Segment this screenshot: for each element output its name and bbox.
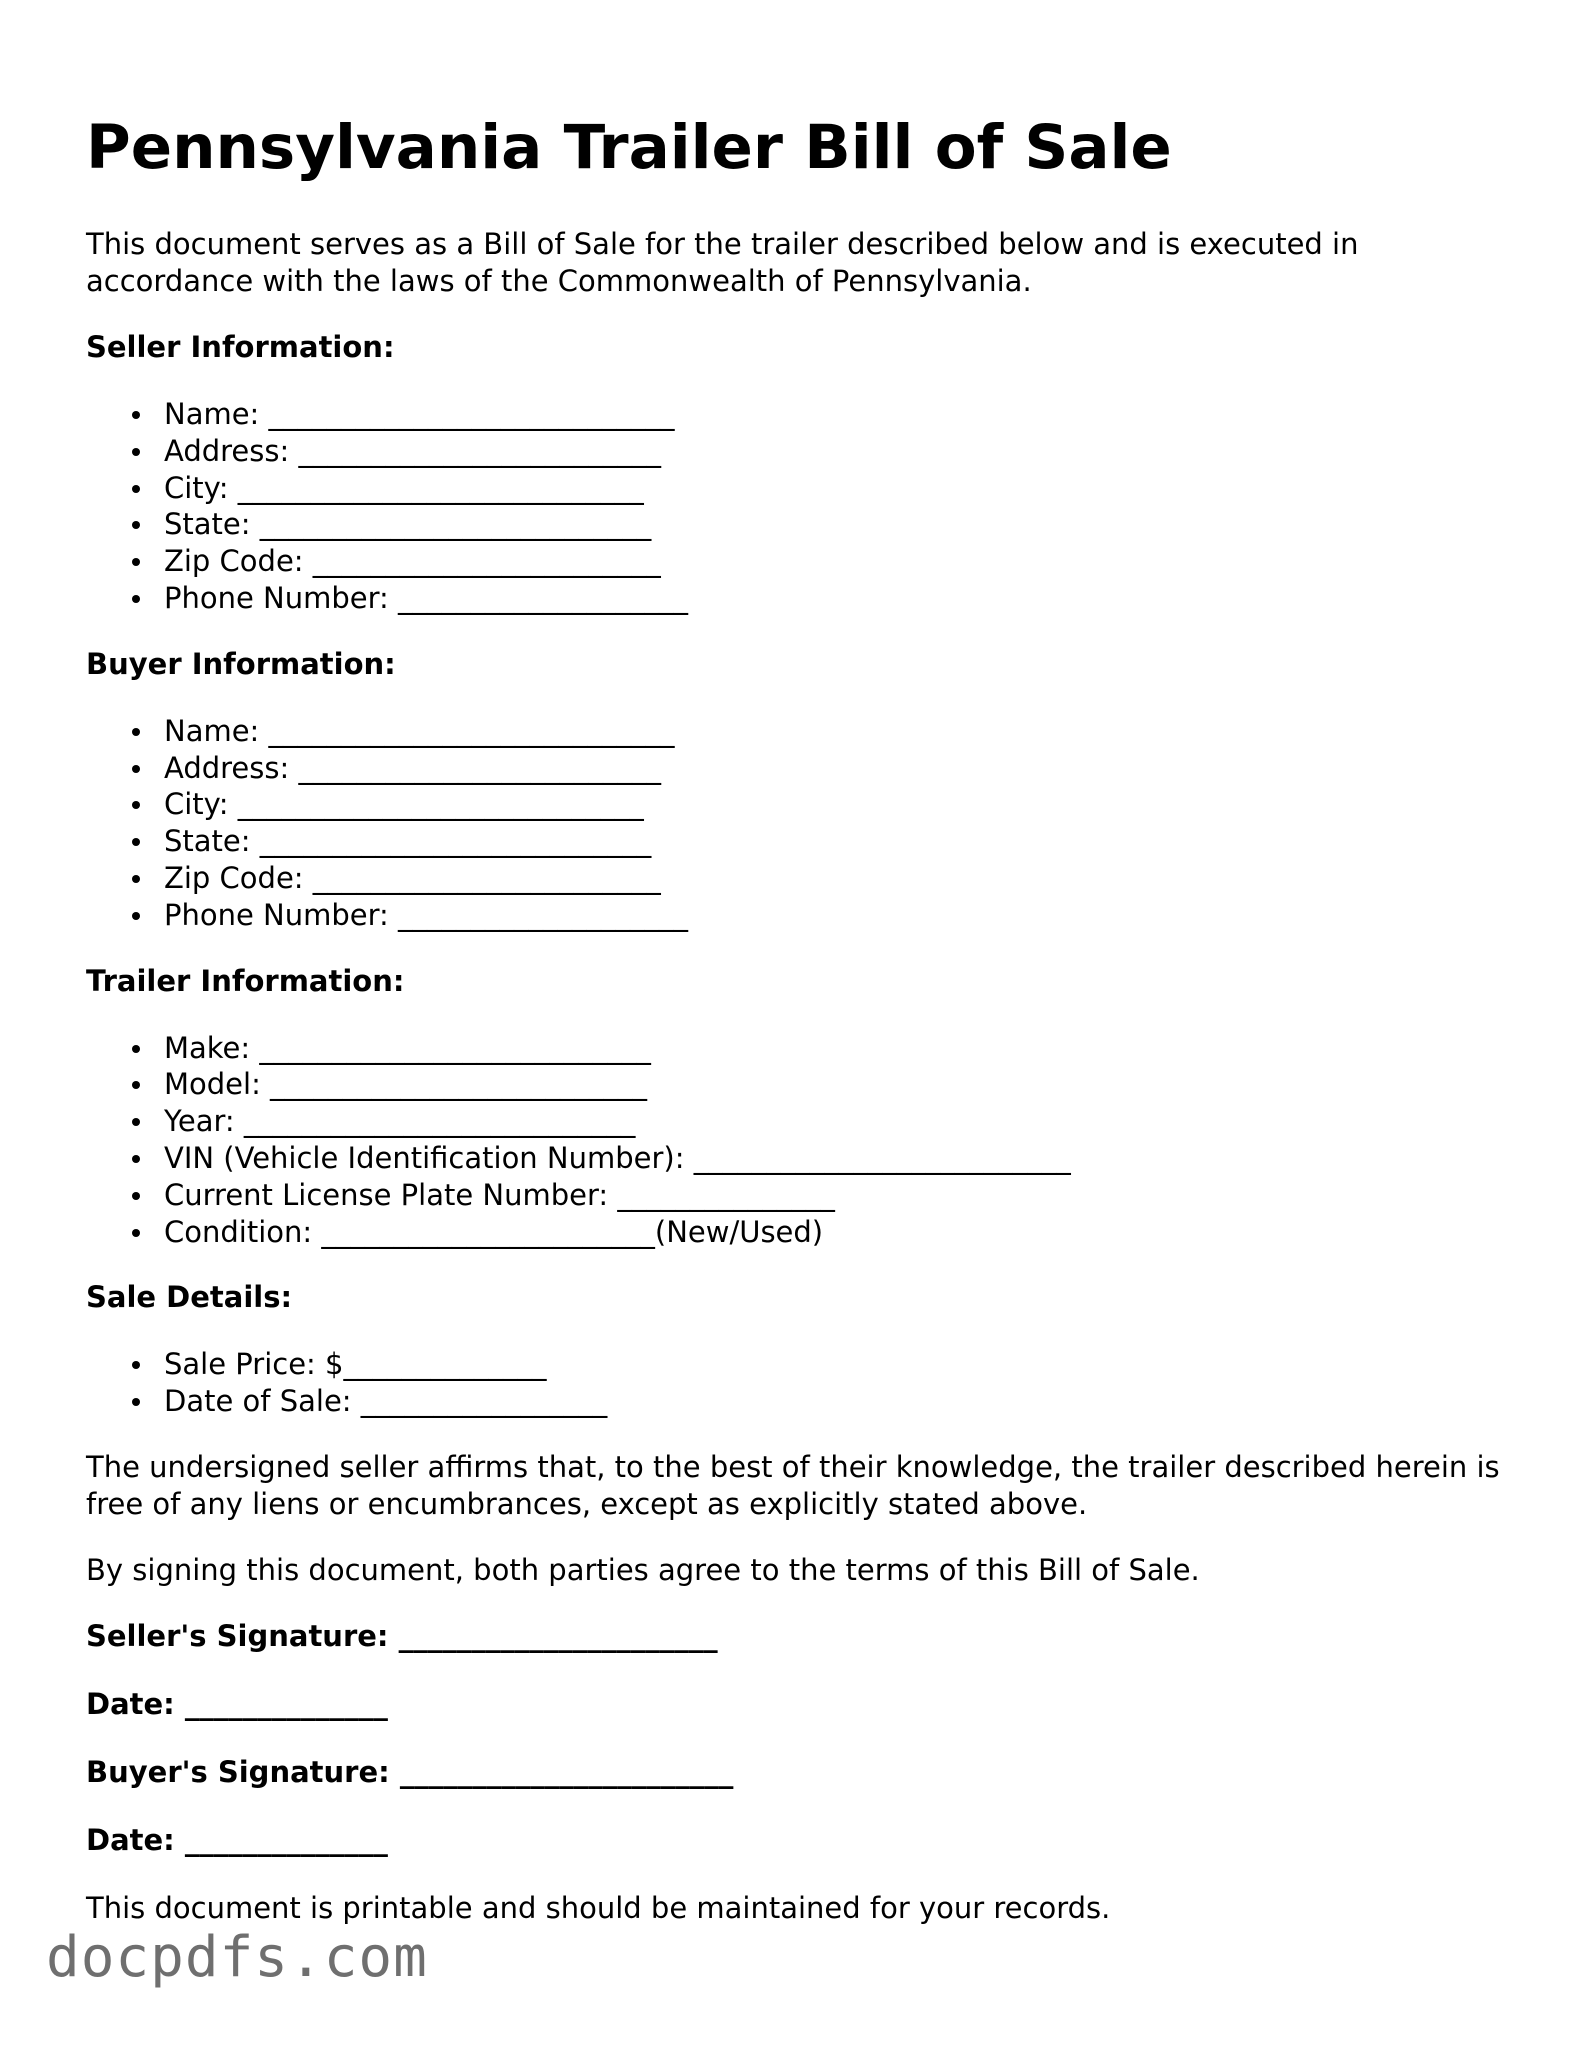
buyer-phone-field: Phone Number: ____________________ — [164, 897, 1506, 934]
document-page — [86, 108, 1506, 1956]
buyer-heading: Buyer Information: — [86, 646, 396, 681]
document-title: Pennsylvania Trailer Bill of Sale — [86, 112, 1172, 183]
trailer-plate-field: Current License Plate Number: _______________ — [164, 1177, 1506, 1214]
sale-date-field: Date of Sale: _________________ — [164, 1383, 1506, 1420]
footer-note: This document is printable and should be maintained for your records. — [86, 1890, 1111, 1925]
buyer-date-line: Date: ______________ — [86, 1822, 388, 1857]
buyer-address-field: Address: _________________________ — [164, 750, 1506, 787]
seller-heading: Seller Information: — [86, 330, 395, 364]
seller-fields-list — [86, 396, 1506, 617]
seller-name-field: Name: ____________________________ — [164, 396, 1506, 433]
seller-date-line: Date: ______________ — [86, 1686, 388, 1721]
seller-zip-field: Zip Code: ________________________ — [164, 543, 1506, 580]
seller-state-field: State: ___________________________ — [164, 506, 1506, 543]
buyer-zip-field: Zip Code: ________________________ — [164, 860, 1506, 897]
trailer-year-field: Year: ___________________________ — [164, 1103, 1506, 1140]
watermark-logo: docpdfs.com — [46, 1925, 428, 1990]
trailer-vin-field: VIN (Vehicle Identification Number): __________________________ — [164, 1140, 1506, 1177]
seller-city-field: City: ____________________________ — [164, 470, 1506, 507]
trailer-fields-list — [86, 1030, 1506, 1251]
sale-fields-list — [86, 1346, 1506, 1420]
intro-paragraph: This document serves as a Bill of Sale for the trailer described below and is executed in accordance with the laws of the Commonwealth of Pennsylvania. — [86, 227, 1359, 298]
buyer-fields-list — [86, 713, 1506, 934]
trailer-heading: Trailer Information: — [86, 963, 405, 998]
seller-phone-field: Phone Number: ____________________ — [164, 580, 1506, 617]
trailer-model-field: Model: __________________________ — [164, 1066, 1506, 1103]
trailer-condition-field: Condition: _______________________(New/Used) — [164, 1214, 1506, 1251]
agreement-paragraph: By signing this document, both parties agree to the terms of this Bill of Sale. — [86, 1552, 1200, 1587]
buyer-signature-line: Buyer's Signature: _______________________ — [86, 1754, 734, 1789]
affirmation-paragraph: The undersigned seller affirms that, to the best of their knowledge, the trailer described herein is free of any liens or encumbrances, except as explicitly stated above. — [86, 1449, 1500, 1521]
seller-address-field: Address: _________________________ — [164, 433, 1506, 470]
sale-price-field: Sale Price: $______________ — [164, 1346, 1506, 1383]
sale-heading: Sale Details: — [86, 1280, 293, 1315]
buyer-state-field: State: ___________________________ — [164, 823, 1506, 860]
buyer-city-field: City: ____________________________ — [164, 786, 1506, 823]
buyer-name-field: Name: ____________________________ — [164, 713, 1506, 750]
seller-signature-line: Seller's Signature: ______________________ — [86, 1618, 718, 1653]
trailer-make-field: Make: ___________________________ — [164, 1030, 1506, 1067]
